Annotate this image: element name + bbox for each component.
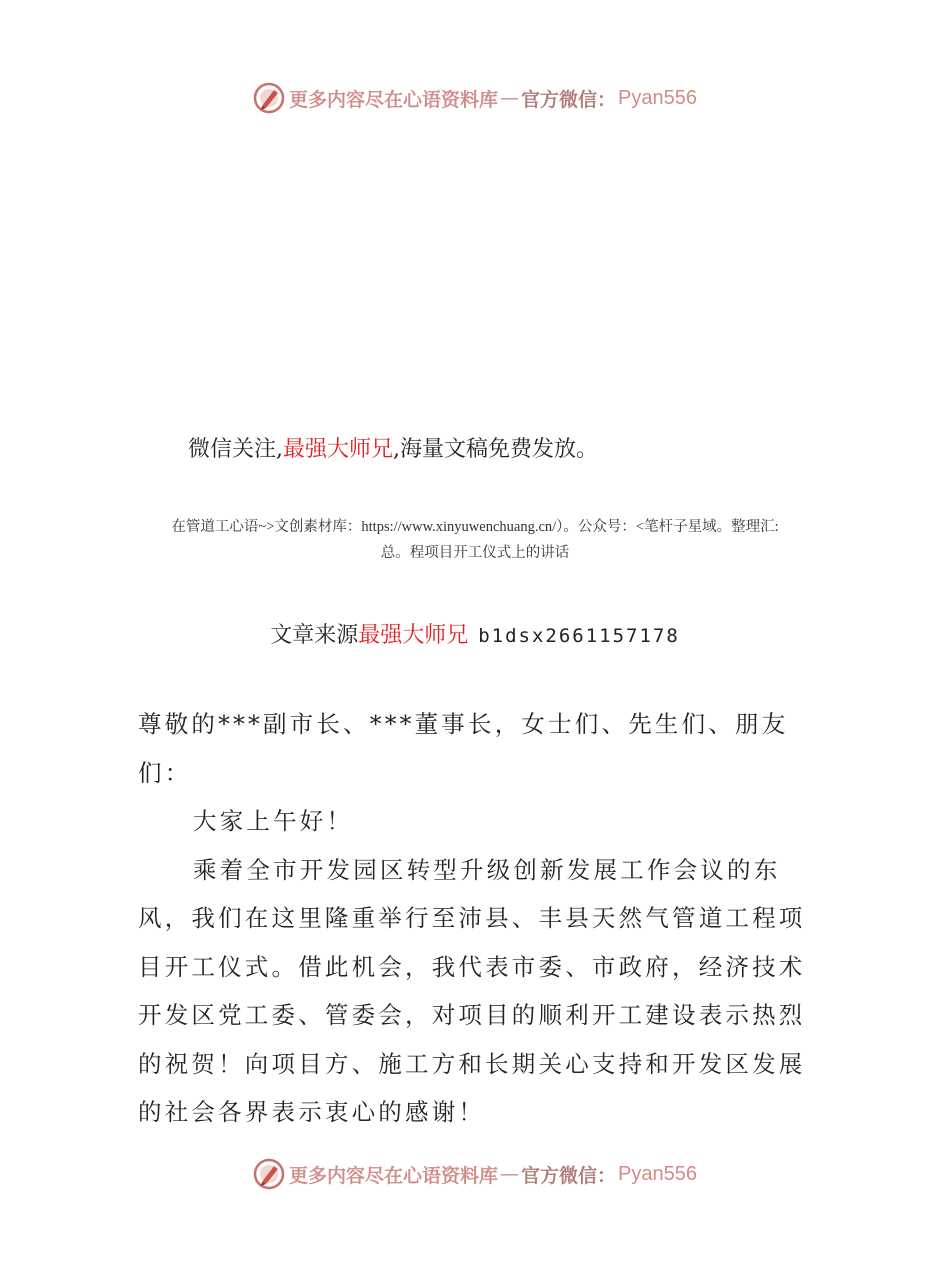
header-banner — [0, 78, 950, 118]
source-note — [130, 514, 820, 566]
banner-separator: — — [500, 1163, 520, 1185]
footer-banner — [0, 1154, 950, 1194]
follow-highlight: 最强大师兄 — [283, 437, 394, 462]
banner-separator: — — [500, 87, 520, 109]
source-note-line-2: 总。程项目开工仪式上的讲话 — [380, 545, 570, 561]
source-note-line-1: 在管道工心语~>文创素材库：https://www.xinyuwenchuang.cn/）。公众号：<笔杆子星域。整理汇: — [171, 519, 779, 535]
banner-wechat-label: 官方微信： — [521, 88, 617, 111]
follow-suffix: ,海量文稿免费发放。 — [393, 437, 599, 462]
banner-wechat-id: Pyan556 — [618, 86, 697, 109]
banner-text: 更多内容尽在心语资料库 — [289, 1164, 499, 1187]
speech-paragraph-1: 乘着全市开发园区转型升级创新发展工作会议的东风，我们在这里隆重举行至沛县、丰县天然气管道工程项目开工仪式。借此机会，我代表市委、市政府，经济技术开发区党工委、管委会，对项目的顺利开工建设表示热烈的祝贺！向项目方、施工方和长期关心支持和开发区发展的社会各界表示衷心的感谢！ — [138, 855, 806, 1126]
article-source-code: b1dsx2661157178 — [478, 625, 680, 647]
banner-wechat-id: Pyan556 — [618, 1162, 697, 1185]
follow-prefix: 微信关注, — [188, 437, 283, 462]
article-source — [0, 618, 950, 649]
article-source-prefix: 文章来源 — [270, 623, 359, 648]
pen-logo-icon — [253, 82, 285, 114]
speech-salutation: 尊敬的***副市长、***董事长，女士们、先生们、朋友们： — [138, 710, 789, 787]
pen-logo-icon — [253, 1158, 285, 1190]
banner-text: 更多内容尽在心语资料库 — [289, 88, 499, 111]
article-source-highlight: 最强大师兄 — [358, 623, 469, 648]
speech-body — [138, 700, 818, 1137]
follow-line — [188, 432, 598, 463]
speech-greeting: 大家上午好！ — [193, 807, 354, 835]
banner-wechat-label: 官方微信： — [521, 1164, 617, 1187]
